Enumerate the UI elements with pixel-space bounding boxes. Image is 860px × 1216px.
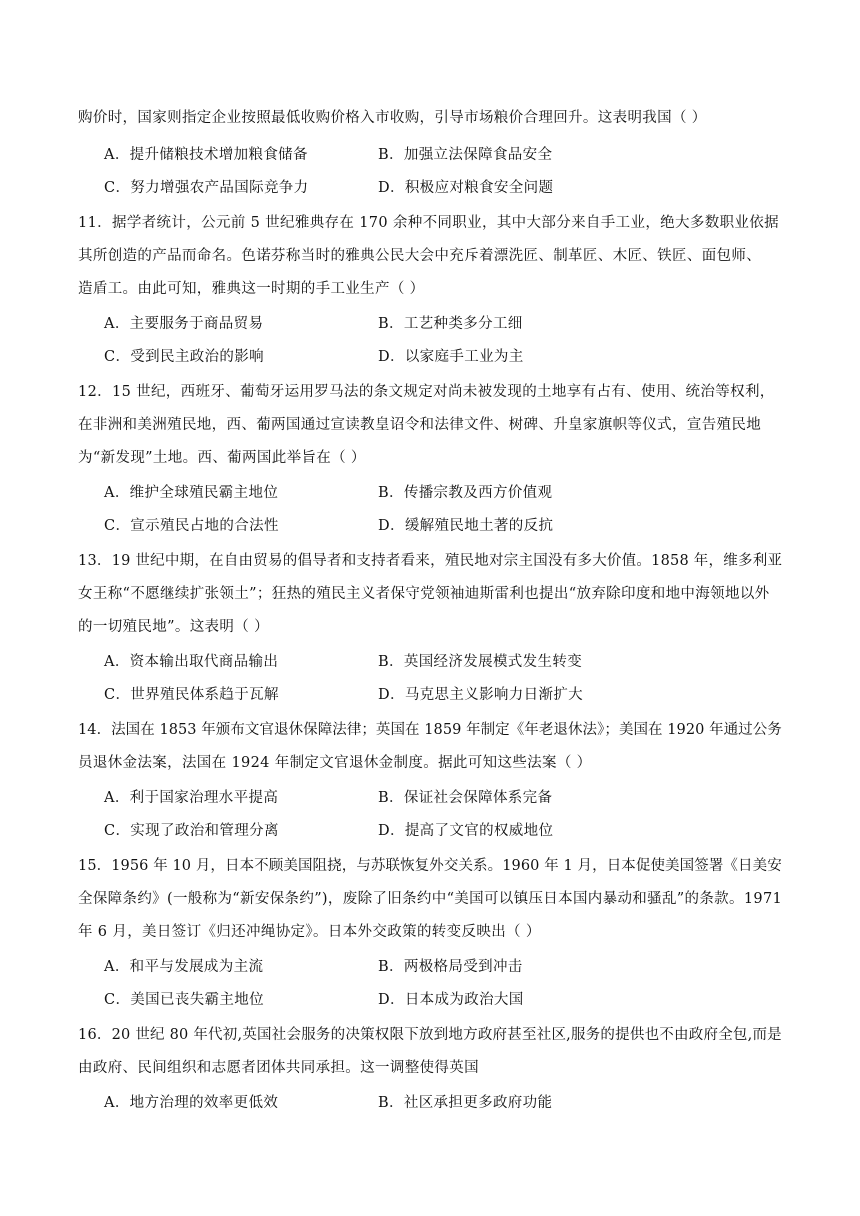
option-12-c: C．宣示殖民占地的合法性 <box>104 518 279 534</box>
option-12-a: A．维护全球殖民霸主地位 <box>104 485 279 501</box>
question-12-line-3: 为“新发现”土地。西、葡两国此举旨在（ ） <box>78 450 366 466</box>
question-15-line-2: 全保障条约》(一般称为“新安保条约”)，废除了旧条约中“美国可以镇压日本国内暴动和骚乱”的条款。1971 <box>78 891 783 907</box>
question-12-line-2: 在非洲和美洲殖民地，西、葡两国通过宣读教皇诏令和法律文件、树碑、升皇家旗帜等仪式，宣告殖民地 <box>78 417 762 433</box>
option-13-c: C．世界殖民体系趋于瓦解 <box>104 687 279 703</box>
option-13-d: D．马克思主义影响力日渐扩大 <box>378 687 584 703</box>
option-10-c: C．努力增强农产品国际竞争力 <box>104 180 309 196</box>
option-12-b: B．传播宗教及西方价值观 <box>378 485 553 501</box>
option-15-b: B．两极格局受到冲击 <box>378 959 523 975</box>
option-11-b: B．工艺种类多分工细 <box>378 316 523 332</box>
option-10-d: D．积极应对粮食安全问题 <box>378 180 554 196</box>
question-16-line-1: 16．20 世纪 80 年代初,英国社会服务的决策权限下放到地方政府甚至社区,服务的提供也不由政府全包,而是 <box>78 1027 782 1043</box>
option-14-d: D．提高了文官的权威地位 <box>378 823 554 839</box>
option-14-b: B．保证社会保障体系完备 <box>378 790 553 806</box>
option-16-b: B．社区承担更多政府功能 <box>378 1095 553 1111</box>
option-14-c: C．实现了政治和管理分离 <box>104 823 279 839</box>
option-13-a: A．资本输出取代商品输出 <box>104 654 279 670</box>
question-16-line-2: 由政府、民间组织和志愿者团体共同承担。这一调整使得英国 <box>78 1060 479 1076</box>
option-15-a: A．和平与发展成为主流 <box>104 959 264 975</box>
option-11-d: D．以家庭手工业为主 <box>378 349 524 365</box>
question-14-line-1: 14．法国在 1853 年颁布文官退休保障法律；英国在 1859 年制定《年老退休法》；美国在 1920 年通过公务 <box>78 722 782 738</box>
question-15-line-1: 15．1956 年 10 月，日本不顾美国阻挠，与苏联恢复外交关系。1960 年 1 月，日本促使美国签署《日美安 <box>78 858 782 874</box>
question-12-line-1: 12．15 世纪，西班牙、葡萄牙运用罗马法的条文规定对尚未被发现的土地享有占有、使用、统治等权利， <box>78 384 775 400</box>
option-15-d: D．日本成为政治大国 <box>378 992 524 1008</box>
option-16-a: A．地方治理的效率更低效 <box>104 1095 279 1111</box>
question-13-line-3: 的一切殖民地”。这表明（ ） <box>78 619 269 635</box>
option-12-d: D．缓解殖民地土著的反抗 <box>378 518 554 534</box>
question-15-line-3: 年 6 月，美日签订《归还冲绳协定》。日本外交政策的转变反映出（ ） <box>78 924 541 940</box>
question-11-line-2: 其所创造的产品而命名。色诺芬称当时的雅典公民大会中充斥着漂洗匠、制革匠、木匠、铁匠、面包师、 <box>78 248 762 264</box>
question-11-line-1: 11．据学者统计，公元前 5 世纪雅典存在 170 余种不同职业，其中大部分来自手工业，绝大多数职业依据 <box>78 215 779 231</box>
option-10-a: A．提升储粮技术增加粮食储备 <box>104 147 308 163</box>
option-13-b: B．英国经济发展模式发生转变 <box>378 654 583 670</box>
option-15-c: C．美国已丧失霸主地位 <box>104 992 264 1008</box>
question-13-line-1: 13．19 世纪中期，在自由贸易的倡导者和支持者看来，殖民地对宗主国没有多大价值。1858 年，维多利亚 <box>78 553 783 569</box>
question-14-line-2: 员退休金法案，法国在 1924 年制定文官退休金制度。据此可知这些法案（ ） <box>78 755 592 771</box>
option-14-a: A．利于国家治理水平提高 <box>104 790 279 806</box>
option-11-a: A．主要服务于商品贸易 <box>104 316 264 332</box>
option-11-c: C．受到民主政治的影响 <box>104 349 264 365</box>
question-13-line-2: 女王称“不愿继续扩张领土”；狂热的殖民主义者保守党领袖迪斯雷利也提出“放弃除印度和地中海领地以外 <box>78 586 770 602</box>
question-10-text: 购价时，国家则指定企业按照最低收购价格入市收购，引导市场粮价合理回升。这表明我国（ ） <box>78 110 707 126</box>
question-11-line-3: 造盾工。由此可知，雅典这一时期的手工业生产（ ） <box>78 281 425 297</box>
option-10-b: B．加强立法保障食品安全 <box>378 147 553 163</box>
